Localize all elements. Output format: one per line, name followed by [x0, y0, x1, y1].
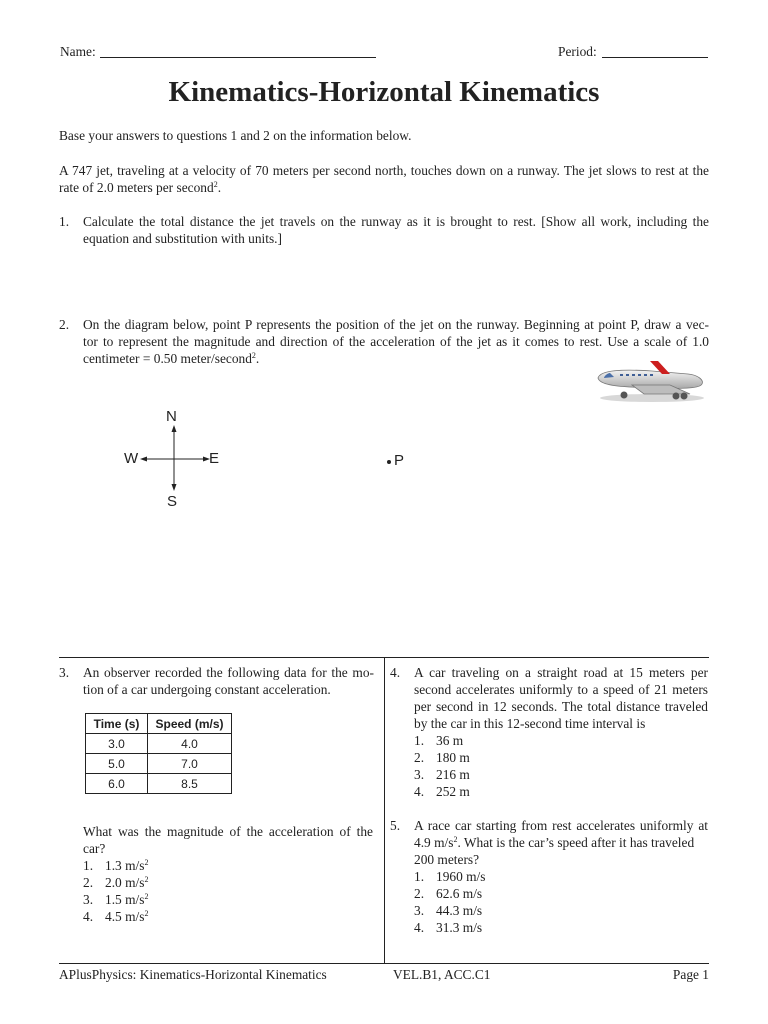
scenario-line-1: A 747 jet, traveling at a velocity of 70 meters per second north, touches down on a runway. The jet slows to rest at the: [59, 163, 709, 178]
question-5: [390, 817, 708, 935]
question-3-prompt-line-2: car?: [83, 841, 106, 856]
scenario-line-2: rate of 2.0 meters per second$^2$.: [59, 180, 222, 195]
airplane-icon: [592, 358, 708, 404]
answer-option[interactable]: 3. 1.5 $m/s^2$: [83, 892, 149, 907]
table-row: [86, 734, 232, 754]
answer-option[interactable]: 2. 2.0 $m/s^2$: [83, 875, 149, 890]
answer-option[interactable]: 2. 62.6 m/s: [414, 886, 483, 901]
question-4: [390, 664, 708, 799]
question-3-prompt: [83, 823, 373, 857]
compass-east: E: [209, 450, 220, 467]
compass-north: N: [166, 408, 177, 425]
scenario-text: [59, 162, 709, 196]
question-5-number: 5.: [390, 818, 401, 833]
table-cell: 3.0: [86, 734, 148, 754]
question-1: [59, 213, 709, 247]
question-4-number: 4.: [390, 665, 401, 680]
period-label: Period:: [558, 44, 597, 59]
question-1-number: 1.: [59, 214, 70, 229]
compass-south: S: [167, 493, 178, 510]
question-1-line-2: equation and substitution with units.]: [83, 231, 282, 246]
question-2-line-1: On the diagram below, point P represents the position of the jet on the runway. Beginning at point P, draw a vec-: [83, 317, 709, 332]
question-2-line-2: tor to represent the magnitude and direction of the acceleration of the jet as it comes to rest. Use a scale of 1.0: [83, 334, 709, 349]
footer-page-number: Page 1: [672, 967, 709, 982]
question-2-line-3: centimeter = 0.50 meter/second$^2$.: [83, 351, 260, 366]
question-3-line-2: tion of a car undergoing constant acceleration.: [83, 682, 331, 697]
question-3-line-1: An observer recorded the following data for the mo-: [83, 665, 374, 680]
question-1-line-1: Calculate the total distance the jet travels on the runway as it is brought to rest. [Show all work, including the: [83, 214, 709, 229]
data-table: [85, 713, 232, 794]
question-3-number: 3.: [59, 665, 70, 680]
question-4-line-4: by the car in this 12-second time interval is: [414, 716, 646, 731]
point-p-dot: [387, 460, 391, 464]
table-row: [86, 774, 232, 794]
answer-option[interactable]: 4. 31.3 m/s: [414, 920, 483, 935]
name-label: Name:: [60, 44, 96, 59]
page-title: Kinematics-Horizontal Kinematics: [168, 76, 600, 108]
table-row: [86, 754, 232, 774]
question-5-line-1: A race car starting from rest accelerates uniformly at: [414, 818, 708, 833]
footer-divider: [59, 963, 709, 964]
answer-option[interactable]: 3. 44.3 m/s: [414, 903, 483, 918]
name-line[interactable]: [100, 57, 376, 58]
question-4-line-1: A car traveling on a straight road at 15 meters per: [414, 665, 708, 680]
table-cell: 7.0: [148, 754, 232, 774]
question-5-line-2: 4.9 $m/s^2$. What is the car’s speed after it has traveled: [414, 835, 695, 850]
answer-option[interactable]: 1. 36 m: [414, 733, 464, 748]
table-cell: 4.0: [148, 734, 232, 754]
question-4-line-3: per second in 12 seconds. The total distance traveled: [414, 699, 708, 714]
answer-option[interactable]: 1. 1.3 $m/s^2$: [83, 858, 149, 873]
answer-option[interactable]: 2. 180 m: [414, 750, 470, 765]
column-divider: [384, 658, 385, 964]
question-3: [59, 664, 374, 698]
table-cell: 5.0: [86, 754, 148, 774]
answer-option[interactable]: 4. 252 m: [414, 784, 470, 799]
table-header: Time (s): [86, 714, 148, 734]
answer-option[interactable]: 3. 216 m: [414, 767, 470, 782]
question-4-line-2: second accelerates uniformly to a speed of 21 meters: [414, 682, 708, 697]
compass-west: W: [124, 450, 139, 467]
question-3-prompt-line-1: What was the magnitude of the acceleration of the: [83, 824, 373, 839]
footer-center: VEL.B1, ACC.C1: [393, 967, 491, 982]
period-line[interactable]: [602, 57, 708, 58]
footer-left: APlusPhysics: Kinematics-Horizontal Kinematics: [59, 967, 327, 982]
table-header: Speed (m/s): [148, 714, 232, 734]
point-p-label: P: [394, 452, 405, 469]
intro-text: Base your answers to questions 1 and 2 on the information below.: [59, 128, 412, 143]
table-cell: 8.5: [148, 774, 232, 794]
question-5-line-3: 200 meters?: [414, 852, 480, 867]
table-cell: 6.0: [86, 774, 148, 794]
question-2-number: 2.: [59, 317, 70, 332]
answer-option[interactable]: 4. 4.5 $m/s^2$: [83, 909, 149, 924]
answer-option[interactable]: 1. 1960 m/s: [414, 869, 486, 884]
